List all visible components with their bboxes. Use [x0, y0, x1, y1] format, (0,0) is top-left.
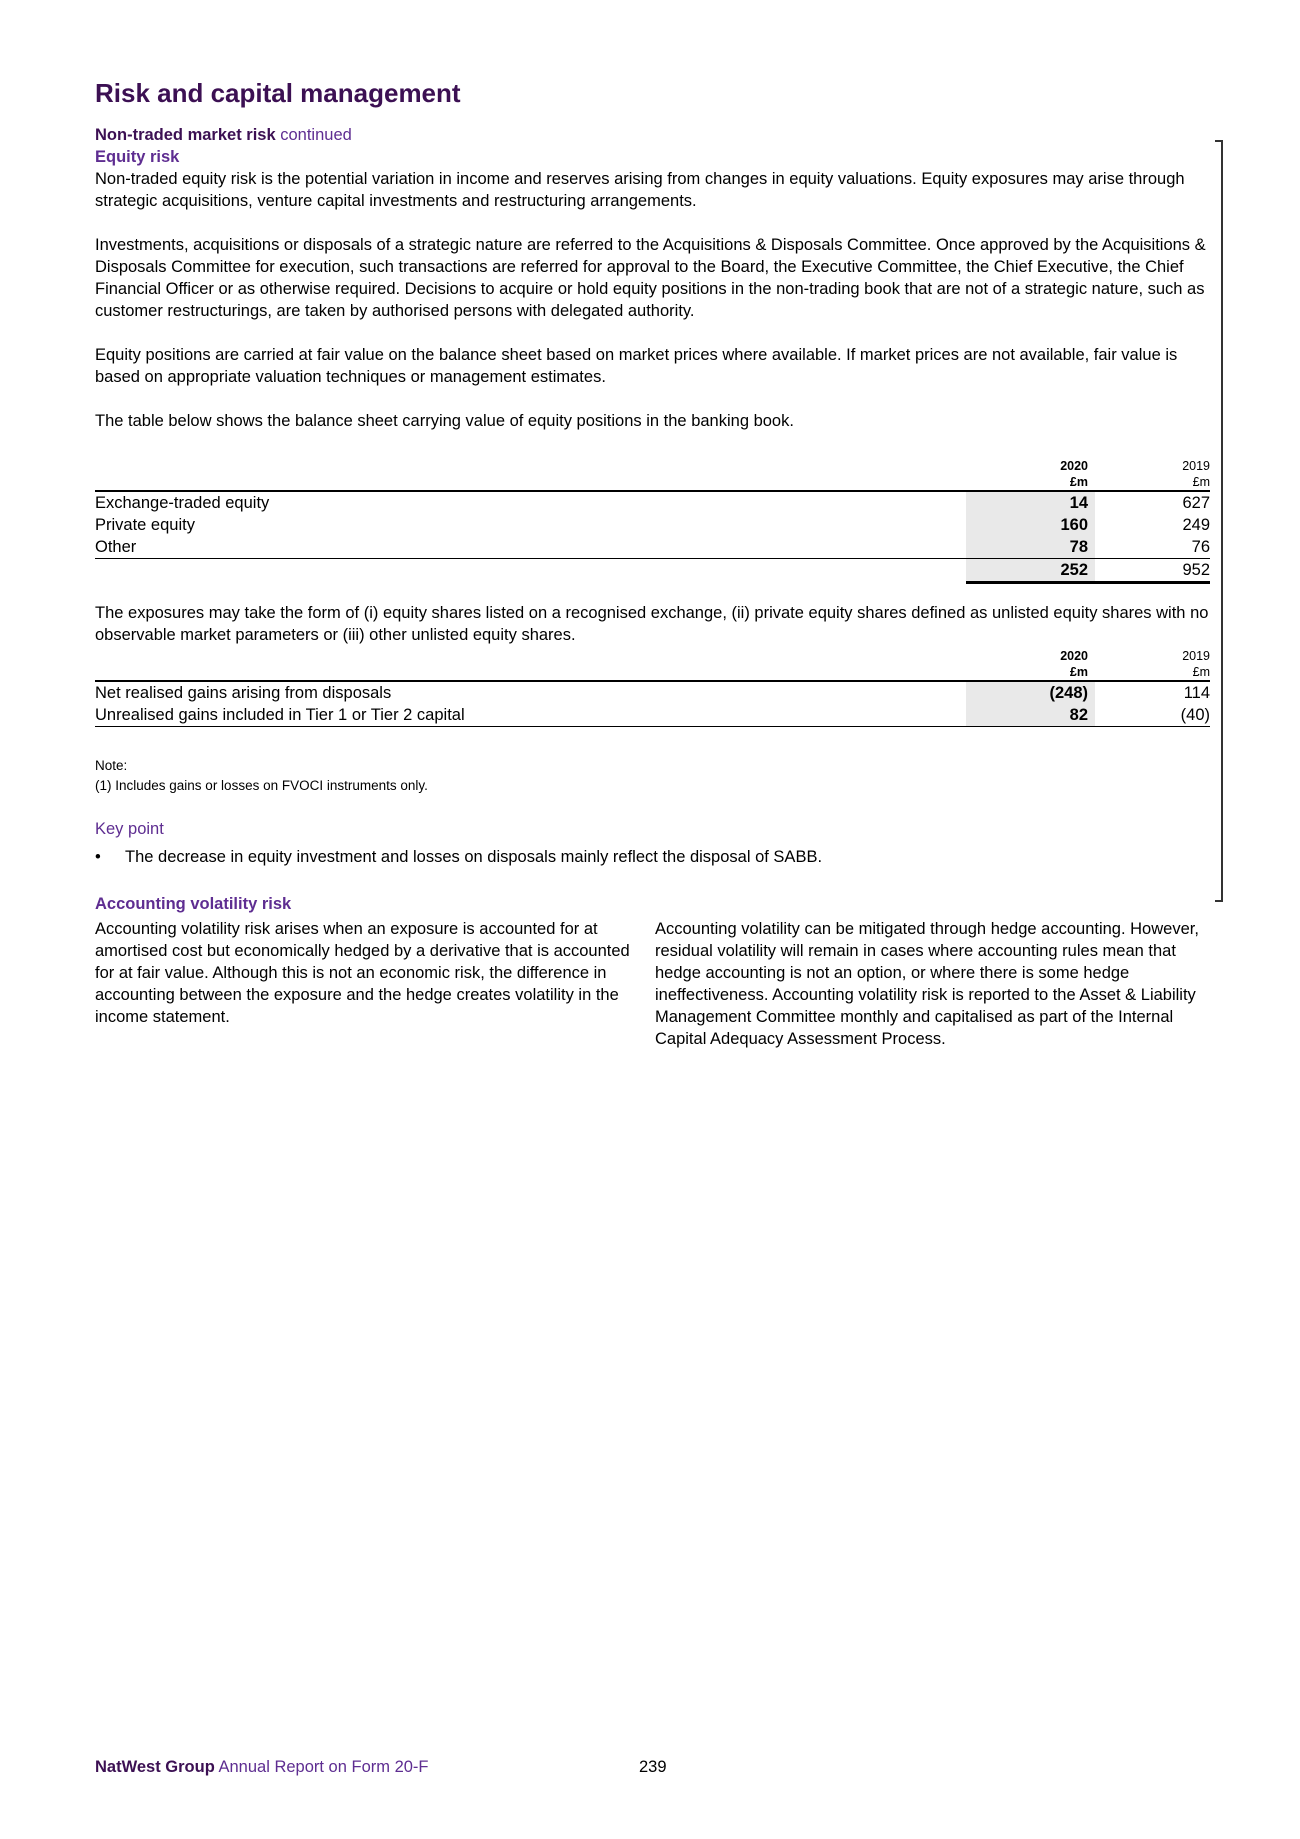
total-2019: 952 [1095, 559, 1210, 583]
note-label: Note: [95, 758, 128, 773]
bullet-marker: • [95, 848, 101, 866]
col-2020-year: 2020 [1060, 459, 1088, 473]
page-title: Risk and capital management [95, 78, 461, 108]
cell-2019: 249 [1182, 516, 1210, 534]
accounting-volatility-right-column: Accounting volatility can be mitigated through hedge accounting. However, residual volatility will remain in cases where accounting rules mean that hedge accounting is not an option, or where there is some hedge ineffectiveness. Accounting volatility risk is reported to the Asset & Liability Management Committee monthly and capitalised as part of the Internal Capital Adequacy Assessment Process. [655, 920, 1199, 1048]
equity-risk-para-4: The table below shows the balance sheet carrying value of equity positions in the banking book. [95, 412, 794, 430]
key-point-item [95, 846, 822, 868]
row-label: Other [95, 536, 966, 559]
col-2019-unit: £m [1095, 474, 1210, 491]
footer [95, 1758, 429, 1777]
margin-bracket [1215, 140, 1223, 902]
accounting-volatility-left-column: Accounting volatility risk arises when an exposure is accounted for at amortised cost but economically hedged by a derivative that is accounted for at fair value. Although this is not an economic risk, the difference in accounting between the exposure and the hedge creates volatility in the income statement. [95, 920, 630, 1026]
cell-2019: 114 [1183, 684, 1210, 702]
footer-report-title: Annual Report on Form 20-F [218, 1758, 429, 1776]
col-2019-year: 2019 [1182, 459, 1210, 473]
section-heading [95, 125, 352, 145]
table-total-row [95, 559, 1210, 583]
accounting-volatility-heading: Accounting volatility risk [95, 895, 292, 913]
gains-table [95, 648, 1210, 727]
footer-brand: NatWest Group [95, 1758, 215, 1776]
equity-risk-para-3: Equity positions are carried at fair value on the balance sheet based on market prices where available. If market prices are not available, fair value is based on appropriate valuation techniques or management estimates. [95, 346, 1178, 386]
section-continued: continued [280, 126, 352, 144]
cell-2020: 82 [966, 704, 1095, 727]
col-2020-year: 2020 [1060, 649, 1088, 663]
table-header-unit-row [95, 664, 1210, 681]
table-header-row [95, 458, 1210, 474]
table-row [95, 704, 1210, 727]
equity-risk-heading: Equity risk [95, 148, 180, 166]
key-point-text: The decrease in equity investment and losses on disposals mainly reflect the disposal of SABB. [125, 848, 823, 866]
col-2020-unit: £m [966, 474, 1095, 491]
equity-risk-para-2: Investments, acquisitions or disposals of a strategic nature are referred to the Acquisitions & Disposals Committee. Once approved by the Acquisitions & Disposals Committee for execution, such transactions are referred for approval to the Board, the Executive Committee, the Chief Executive, the Chief Financial Officer or as otherwise required. Decisions to acquire or hold equity positions in the non-trading book that are not of a strategic nature, such as customer restructurings, are taken by authorised persons with delegated authority. [95, 236, 1206, 320]
row-label: Unrealised gains included in Tier 1 or Tier 2 capital [95, 704, 966, 727]
row-label: Net realised gains arising from disposals [95, 684, 392, 702]
col-2019-year: 2019 [1182, 649, 1210, 663]
col-2019-unit: £m [1095, 664, 1210, 681]
cell-2020: 14 [966, 491, 1095, 514]
table-row [95, 514, 1210, 536]
key-point-heading: Key point [95, 820, 164, 838]
page-number: 239 [639, 1758, 667, 1776]
total-2020: 252 [966, 559, 1095, 583]
table-row [95, 681, 1210, 704]
cell-2019: 627 [1182, 494, 1210, 512]
table-header-row [95, 648, 1210, 664]
col-2020-unit: £m [966, 664, 1095, 681]
row-label: Exchange-traded equity [95, 494, 270, 512]
equity-risk-para-1: Non-traded equity risk is the potential variation in income and reserves arising from changes in equity valuations. Equity exposures may arise through strategic acquisitions, venture capital investments and restructuring arrangements. [95, 170, 1185, 210]
section-title: Non-traded market risk [95, 126, 276, 144]
cell-2020: 160 [966, 514, 1095, 536]
cell-2019: 76 [1095, 536, 1210, 559]
equity-positions-table [95, 458, 1210, 584]
exposures-para: The exposures may take the form of (i) equity shares listed on a recognised exchange, (ii) private equity shares defined as unlisted equity shares with no observable market parameters or (iii) other unlisted equity shares. [95, 604, 1209, 644]
cell-2020: 78 [966, 536, 1095, 559]
table-row [95, 491, 1210, 514]
cell-2019: (40) [1095, 704, 1210, 727]
cell-2020: (248) [966, 681, 1095, 704]
row-label: Private equity [95, 516, 195, 534]
note-item: (1) Includes gains or losses on FVOCI instruments only. [95, 778, 428, 793]
table-row [95, 536, 1210, 559]
table-header-unit-row [95, 474, 1210, 491]
